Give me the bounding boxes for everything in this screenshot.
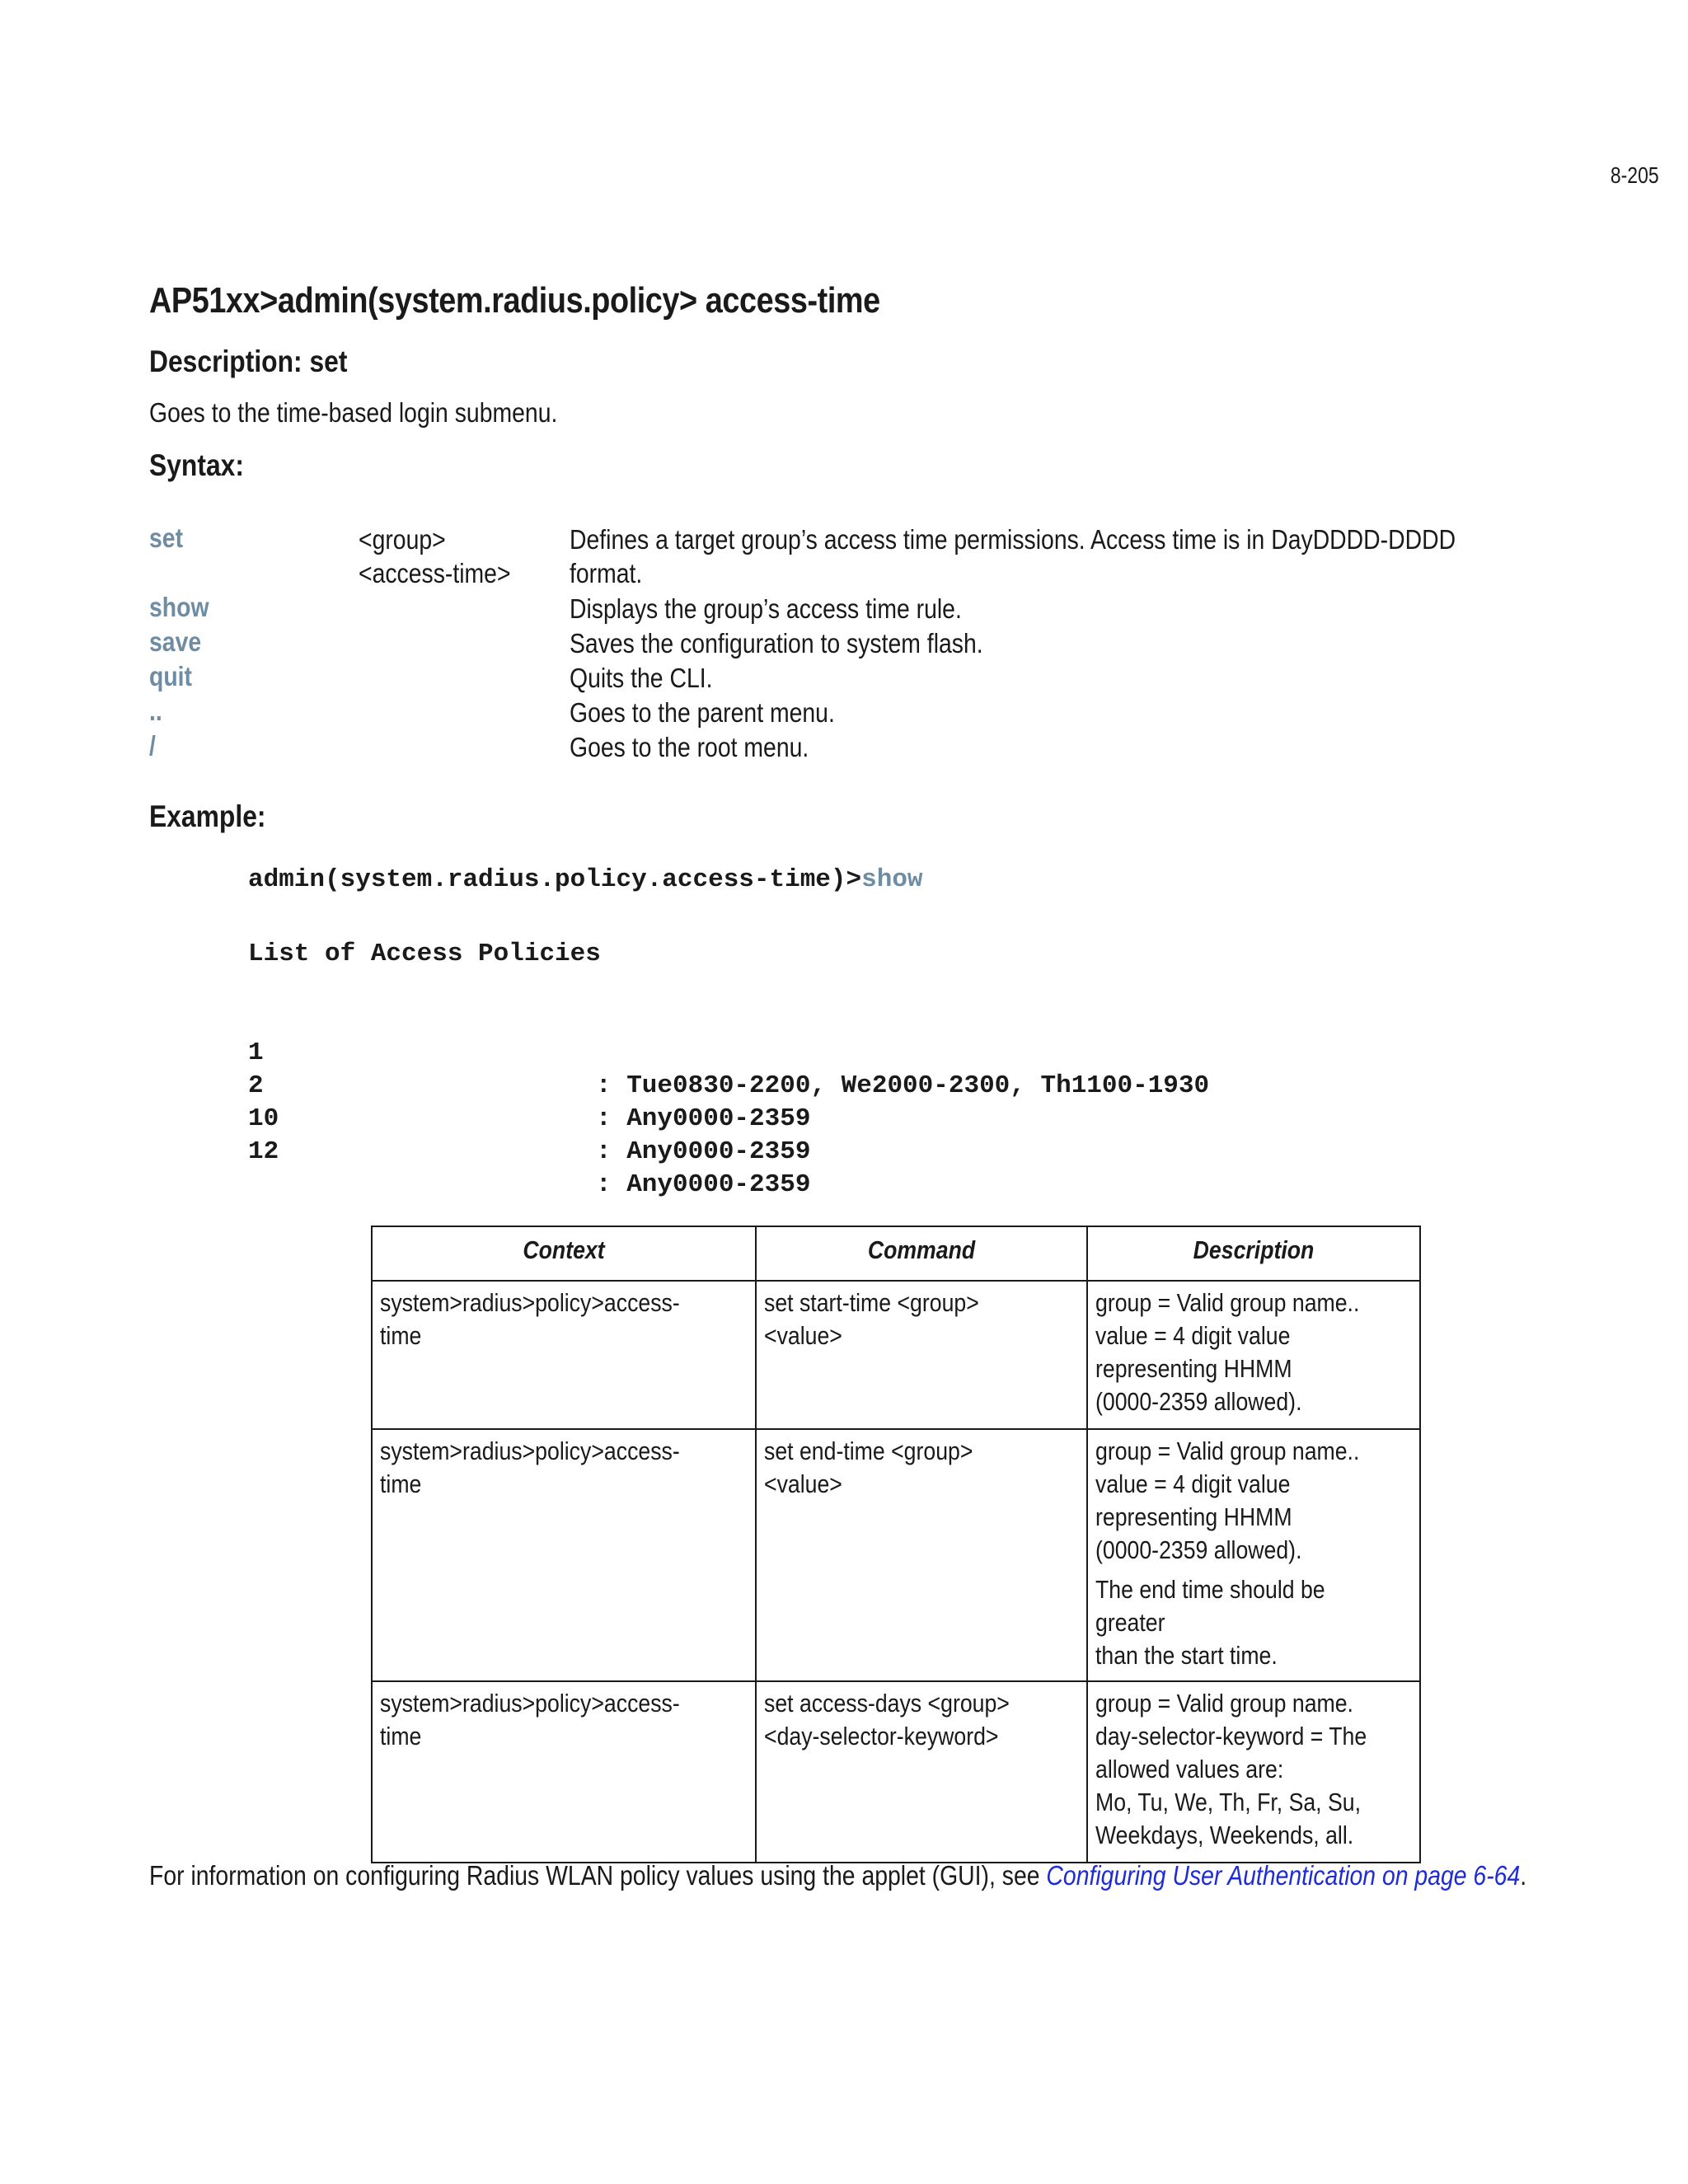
syntax-description: Displays the group’s access time rule. xyxy=(570,593,962,624)
context-command-table xyxy=(371,1226,1421,1863)
example-list-title: List of Access Policies xyxy=(248,940,601,968)
desc-line: (0000-2359 allowed). xyxy=(1095,1535,1302,1564)
policy-id: 12 xyxy=(248,1137,279,1166)
table-cell-command xyxy=(756,1429,1087,1681)
footer-end: . xyxy=(1520,1860,1527,1891)
policy-value: : Any0000-2359 xyxy=(596,1170,811,1199)
cell-text: set start-time <group> <value> xyxy=(764,1288,979,1350)
syntax-description: Goes to the root menu. xyxy=(570,732,809,762)
syntax-table xyxy=(149,523,1616,770)
policy-row xyxy=(248,1103,923,1199)
page-number: 8-205 xyxy=(1611,162,1659,188)
description-text: Goes to the time-based login submenu. xyxy=(149,397,558,428)
table-cell-description xyxy=(1087,1281,1420,1429)
command-line: <day-selector-keyword> xyxy=(764,1722,999,1750)
desc-line: group = Valid group name. xyxy=(1095,1689,1353,1718)
example-command: show xyxy=(861,865,923,894)
syntax-description-line: format. xyxy=(570,558,643,588)
cell-text: system>radius>policy>access-time xyxy=(380,1288,680,1350)
policy-id: 2 xyxy=(248,1071,264,1100)
table-header-row xyxy=(372,1226,1420,1281)
syntax-row-parent xyxy=(149,696,1616,730)
syntax-command: quit xyxy=(149,661,193,691)
cross-reference-link[interactable]: Configuring User Authentication on page 6-64 xyxy=(1046,1860,1521,1891)
cell-text: system>radius>policy>access-time xyxy=(380,1436,680,1498)
cell-text xyxy=(764,1687,1035,1753)
syntax-description-line: Defines a target group’s access time permissions. Access time is in DayDDDD-DDDD xyxy=(570,524,1456,555)
syntax-arg-access-time: <access-time> xyxy=(359,558,511,588)
desc-line: group = Valid group name.. xyxy=(1095,1288,1360,1317)
table-row xyxy=(372,1281,1420,1429)
desc-line: day-selector-keyword = The xyxy=(1095,1722,1367,1750)
desc-line: group = Valid group name.. xyxy=(1095,1436,1360,1465)
syntax-description: Goes to the parent menu. xyxy=(570,697,835,728)
desc-line: than the start time. xyxy=(1095,1641,1278,1670)
syntax-row-set xyxy=(149,523,1616,588)
cell-text xyxy=(1095,1687,1367,1852)
page-title: AP51xx>admin(system.radius.policy> access-time xyxy=(149,280,880,321)
table-header-label: Description xyxy=(1193,1235,1315,1264)
desc-line: value = 4 digit value xyxy=(1095,1469,1291,1498)
example-code-block xyxy=(248,864,1210,1199)
table-header-command xyxy=(756,1226,1087,1281)
desc-line: allowed values are: xyxy=(1095,1755,1284,1783)
syntax-command: show xyxy=(149,592,209,622)
table-row xyxy=(372,1681,1420,1863)
table-cell-command xyxy=(756,1281,1087,1429)
example-prompt: admin(system.radius.policy.access-time)> xyxy=(248,865,862,894)
example-policy-list xyxy=(248,1004,1210,1199)
syntax-command: / xyxy=(149,730,156,761)
table-row xyxy=(372,1429,1420,1681)
desc-line: Weekdays, Weekends, all. xyxy=(1095,1821,1354,1849)
syntax-heading: Syntax: xyxy=(149,448,244,482)
example-command-line xyxy=(248,864,923,897)
table-cell-description xyxy=(1087,1429,1420,1681)
main-content xyxy=(149,280,1616,834)
policy-value: : Any0000-2359 xyxy=(596,1137,811,1166)
table-header-label: Context xyxy=(523,1235,605,1264)
syntax-command: .. xyxy=(149,696,162,726)
cell-text xyxy=(1095,1435,1367,1672)
table-header-context xyxy=(372,1226,756,1281)
cell-text: system>radius>policy>access-time xyxy=(380,1689,680,1750)
table-cell-context xyxy=(372,1281,756,1429)
table-cell-context xyxy=(372,1429,756,1681)
syntax-row-quit xyxy=(149,661,1616,696)
policy-row xyxy=(248,1004,1210,1100)
table-cell-description xyxy=(1087,1681,1420,1863)
syntax-description: Quits the CLI. xyxy=(570,663,713,693)
table-cell-command xyxy=(756,1681,1087,1863)
example-heading: Example: xyxy=(149,799,266,833)
description-heading: Description: set xyxy=(149,344,348,378)
desc-line: Mo, Tu, We, Th, Fr, Sa, Su, xyxy=(1095,1788,1362,1816)
cell-text xyxy=(1095,1286,1367,1418)
desc-line: (0000-2359 allowed). xyxy=(1095,1387,1302,1416)
syntax-description xyxy=(570,523,1491,590)
footer-note xyxy=(149,1860,1526,1891)
syntax-description: Saves the configuration to system flash. xyxy=(570,628,983,658)
syntax-arg-group: <group> xyxy=(359,524,446,555)
policy-value: : Tue0830-2200, We2000-2300, Th1100-1930 xyxy=(596,1071,1210,1100)
table-cell-context xyxy=(372,1681,756,1863)
command-line: set access-days <group> xyxy=(764,1689,1010,1718)
cell-text: set end-time <group> <value> xyxy=(764,1436,973,1498)
syntax-args xyxy=(359,523,511,590)
syntax-row-save xyxy=(149,626,1616,661)
table-header-description xyxy=(1087,1226,1420,1281)
policy-id: 1 xyxy=(248,1038,264,1067)
policy-id: 10 xyxy=(248,1104,279,1133)
desc-line: The end time should be greater xyxy=(1095,1575,1325,1637)
desc-note xyxy=(1095,1573,1367,1672)
table-header-label: Command xyxy=(867,1235,976,1264)
footer-text: For information on configuring Radius WLAN policy values using the applet (GUI), see xyxy=(149,1860,1047,1891)
policy-value: : Any0000-2359 xyxy=(596,1104,811,1133)
syntax-row-show xyxy=(149,592,1616,626)
syntax-command: save xyxy=(149,626,202,657)
syntax-row-root xyxy=(149,730,1616,765)
desc-line: value = 4 digit value xyxy=(1095,1321,1291,1350)
desc-line: representing HHMM xyxy=(1095,1502,1292,1531)
syntax-command: set xyxy=(149,523,184,553)
desc-line: representing HHMM xyxy=(1095,1354,1292,1383)
